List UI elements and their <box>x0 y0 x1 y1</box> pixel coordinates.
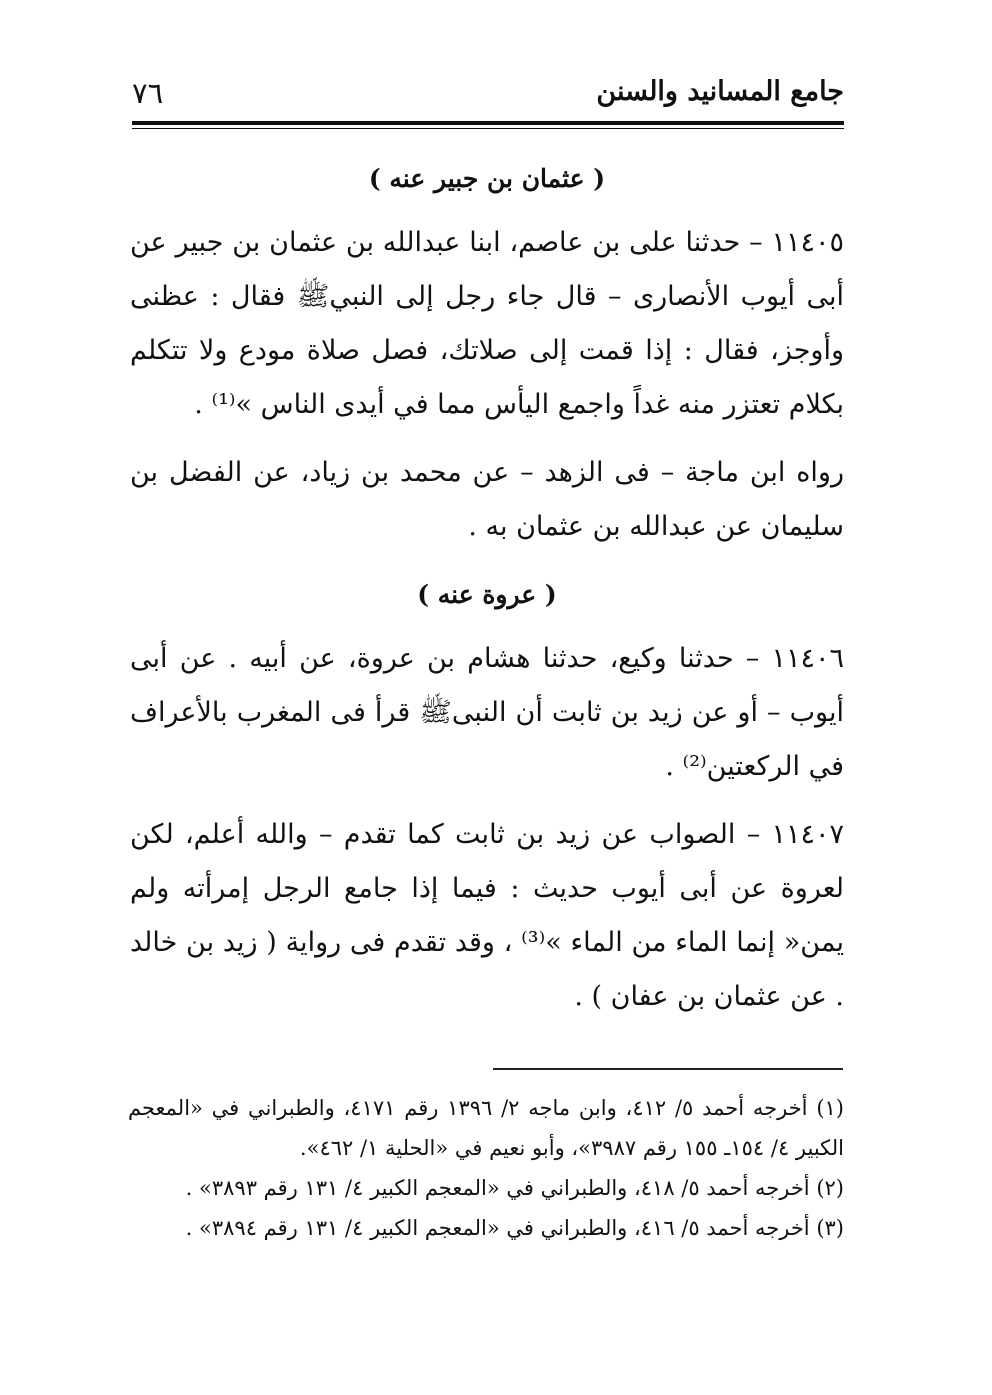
running-header <box>132 70 844 120</box>
footnote: (٢) أخرجه أحمد ٥/ ٤١٨، والطبراني في «المعجم الكبير ٤/ ١٣١ رقم ٣٨٩٣» . <box>185 1176 844 1200</box>
footnote-separator <box>493 1068 843 1070</box>
narration-paragraph: رواه ابن ماجة – فى الزهد – عن محمد بن زياد، عن الفضل بن سليمان عن عبدالله بن عثمان به . <box>130 457 844 542</box>
header-rule-thin <box>132 128 844 129</box>
main-text <box>130 152 844 1038</box>
page-number: ٧٦ <box>132 76 164 110</box>
section-heading: ( عروة عنه ) <box>417 580 557 609</box>
footnotes <box>128 1088 844 1248</box>
hadith-paragraph: ١١٤٠٥ – حدثنا على بن عاصم، ابنا عبدالله بن عثمان بن جبير عن أبى أيوب الأنصارى – قال جاء رجل إلى النبيﷺ فقال : عظنى وأوجز، فقال : إذا قمت إلى صلاتك، فصل صلاة مودع ولا تتكلم بكلام تعتزر منه غداً واجمع اليأس مما في أيدى الناس »⁽¹⁾ . <box>130 227 844 420</box>
section-heading: ( عثمان بن جبير عنه ) <box>368 164 606 193</box>
header-rule <box>132 121 844 125</box>
footnote: (١) أخرجه أحمد ٥/ ٤١٢، وابن ماجه ٢/ ١٣٩٦ رقم ٤١٧١، والطبراني في «المعجم الكبير ٤/ ١٥٤ـ ١٥٥ رقم ٣٩٨٧»، وأبو نعيم في «الحلية ١/ ٤٦٢». <box>128 1096 844 1160</box>
footnote: (٣) أخرجه أحمد ٥/ ٤١٦، والطبراني في «المعجم الكبير ٤/ ١٣١ رقم ٣٨٩٤» . <box>185 1216 844 1240</box>
hadith-paragraph: ١١٤٠٧ – الصواب عن زيد بن ثابت كما تقدم – والله أعلم، لكن لعروة عن أبى أيوب حديث : فيما إذا جامع الرجل إمرأته ولم يمن« إنما الماء من الماء »⁽³⁾ ، وقد تقدم فى رواية ( زيد بن خالد . عن عثمان بن عفان ) . <box>130 819 844 1012</box>
book-title: جامع المسانيد والسنن <box>596 76 844 107</box>
hadith-paragraph: ١١٤٠٦ – حدثنا وكيع، حدثنا هشام بن عروة، عن أبيه . عن أبى أيوب – أو عن زيد بن ثابت أن النبىﷺ قرأ فى المغرب بالأعراف في الركعتين⁽²⁾ . <box>130 643 844 782</box>
